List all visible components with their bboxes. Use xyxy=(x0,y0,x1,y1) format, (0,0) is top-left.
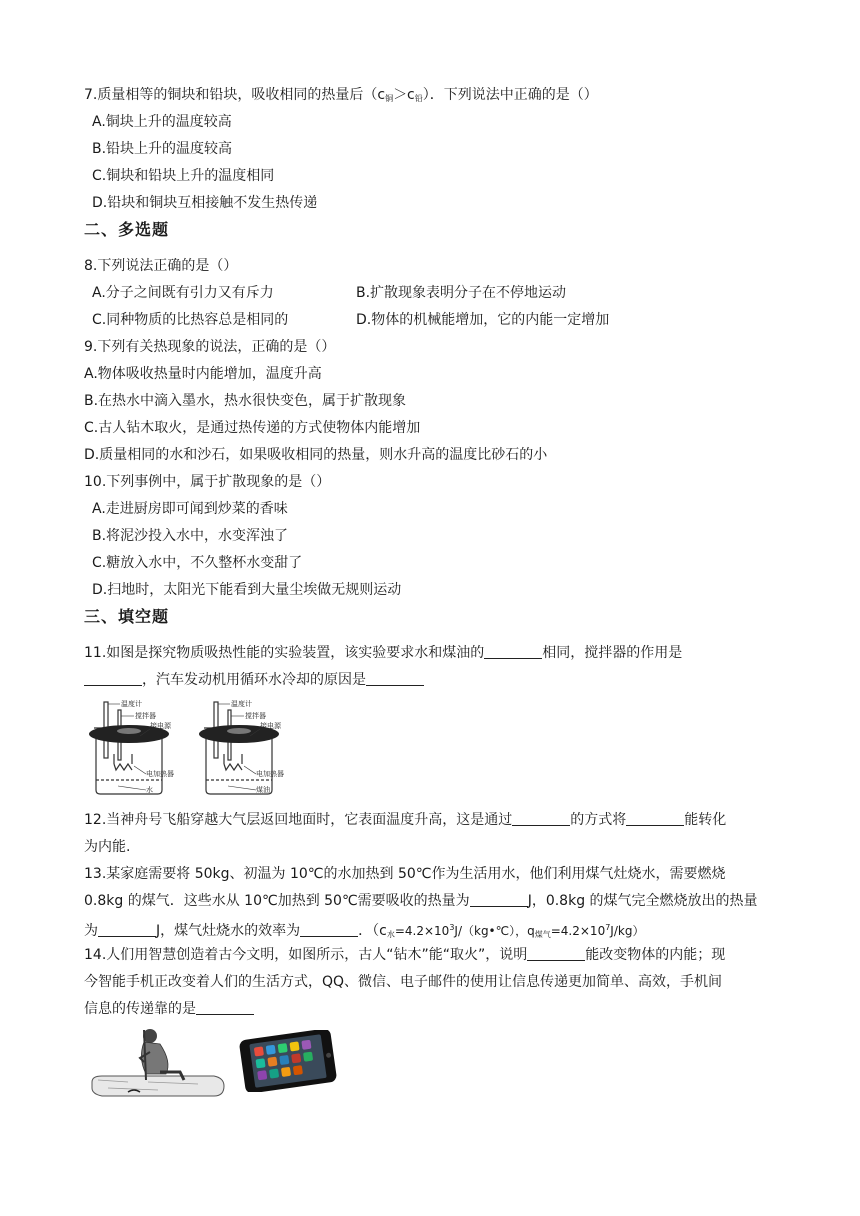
q9-stem: 9.下列有关热现象的说法，正确的是（） xyxy=(84,339,336,355)
q7-option-c: C.铜块和铅块上升的温度相同 xyxy=(92,168,275,184)
q10-option-d: D.扫地时，太阳光下能看到大量尘埃做无规则运动 xyxy=(92,582,402,598)
q13-line-3: 为 J，煤气灶烧水的效率为 ．（$c_水=4.2\times 10^3J/(kg•℃)$，$q_{煤气}=4.2\times 10^7J/kg$） xyxy=(84,923,645,939)
section-heading-fill-in: 三、填空题 xyxy=(84,607,170,626)
q10-option-b: B.将泥沙投入水中，水变浑浊了 xyxy=(92,528,289,544)
answer-blank[interactable] xyxy=(98,922,156,937)
label-kerosene: 煤油 xyxy=(256,786,270,794)
q7-option-d: D.铅块和铜块互相接触不发生热传递 xyxy=(92,195,318,211)
q8-option-d: D.物体的机械能增加，它的内能一定增加 xyxy=(356,312,610,328)
q14-line-3: 信息的传递靠的是 xyxy=(84,999,254,1019)
q9-option-b: B.在热水中滴入墨水，热水很快变色，属于扩散现象 xyxy=(84,393,407,409)
label-heater: 电加热器 xyxy=(256,770,284,778)
q10-option-c: C.糖放入水中，不久整杯水变甜了 xyxy=(92,555,303,571)
q10-option-a: A.走进厨房即可闻到炒菜的香味 xyxy=(92,501,288,517)
q9-option-c: C.古人钻木取火，是通过热传递的方式使物体内能增加 xyxy=(84,420,421,436)
q11-line-1: 11.如图是探究物质吸热性能的实验装置，该实验要求水和煤油的 相同，搅拌器的作用是 xyxy=(84,645,683,661)
q7-option-a: A.铜块上升的温度较高 xyxy=(92,114,232,130)
q10-stem: 10.下列事例中，属于扩散现象的是（） xyxy=(84,474,331,490)
label-terminal: 接电源 xyxy=(150,722,171,730)
q12-line-2: 为内能. xyxy=(84,839,131,855)
q8-option-b: B.扩散现象表明分子在不停地运动 xyxy=(356,285,567,301)
answer-blank[interactable] xyxy=(300,922,358,937)
answer-blank[interactable] xyxy=(527,946,585,961)
label-water: 水 xyxy=(146,786,153,794)
q13-line-2: 0.8kg 的煤气．这些水从 10℃加热到 50℃需要吸收的热量为 J，0.8kg 的煤气完全燃烧放出的热量 xyxy=(84,893,758,909)
answer-blank[interactable] xyxy=(84,671,142,686)
q7-stem: 7.质量相等的铜块和铅块，吸收相同的热量后$(c_铜>c_铅)$．下列说法中正确的是（） xyxy=(84,87,598,103)
label-thermometer: 温度计 xyxy=(231,700,252,708)
smartphone-illustration xyxy=(236,1030,340,1092)
q8-option-c: C.同种物质的比热容总是相同的 xyxy=(92,312,289,328)
q9-option-a: A.物体吸收热量时内能增加，温度升高 xyxy=(84,366,322,382)
label-thermometer: 温度计 xyxy=(121,700,142,708)
heating-experiment-figure xyxy=(88,694,298,798)
answer-blank[interactable] xyxy=(512,811,570,826)
answer-blank[interactable] xyxy=(484,644,542,659)
answer-blank[interactable] xyxy=(196,1000,254,1015)
answer-blank[interactable] xyxy=(626,811,684,826)
drilling-wood-fire-illustration xyxy=(88,1022,230,1104)
label-heater: 电加热器 xyxy=(146,770,174,778)
label-terminal: 接电源 xyxy=(260,722,281,730)
q8-stem: 8.下列说法正确的是（） xyxy=(84,258,238,274)
q11-line-2: ，汽车发动机用循环水冷却的原因是 xyxy=(84,670,424,690)
q8-option-a: A.分子之间既有引力又有斥力 xyxy=(92,285,274,301)
label-stirrer: 搅拌器 xyxy=(135,712,156,720)
q14-line-2: 今智能手机正改变着人们的生活方式，QQ、微信、电子邮件的使用让信息传递更加简单、高效，手机间 xyxy=(84,974,723,990)
label-stirrer: 搅拌器 xyxy=(245,712,266,720)
q12-line-1: 12.当神舟号飞船穿越大气层返回地面时，它表面温度升高，这是通过 的方式将 能转化 xyxy=(84,812,727,828)
q9-option-d: D.质量相同的水和沙石，如果吸收相同的热量，则水升高的温度比砂石的小 xyxy=(84,447,548,463)
answer-blank[interactable] xyxy=(470,892,528,907)
q14-line-1: 14.人们用智慧创造着古今文明，如图所示，古人“钻木”能“取火”，说明 能改变物体的内能；现 xyxy=(84,947,726,963)
q7-option-b: B.铅块上升的温度较高 xyxy=(92,141,233,157)
answer-blank[interactable] xyxy=(366,671,424,686)
section-heading-multiple-choice: 二、多选题 xyxy=(84,220,170,239)
q13-line-1: 13.某家庭需要将 50kg、初温为 10℃的水加热到 50℃作为生活用水，他们利用煤气灶烧水，需要燃烧 xyxy=(84,866,726,882)
